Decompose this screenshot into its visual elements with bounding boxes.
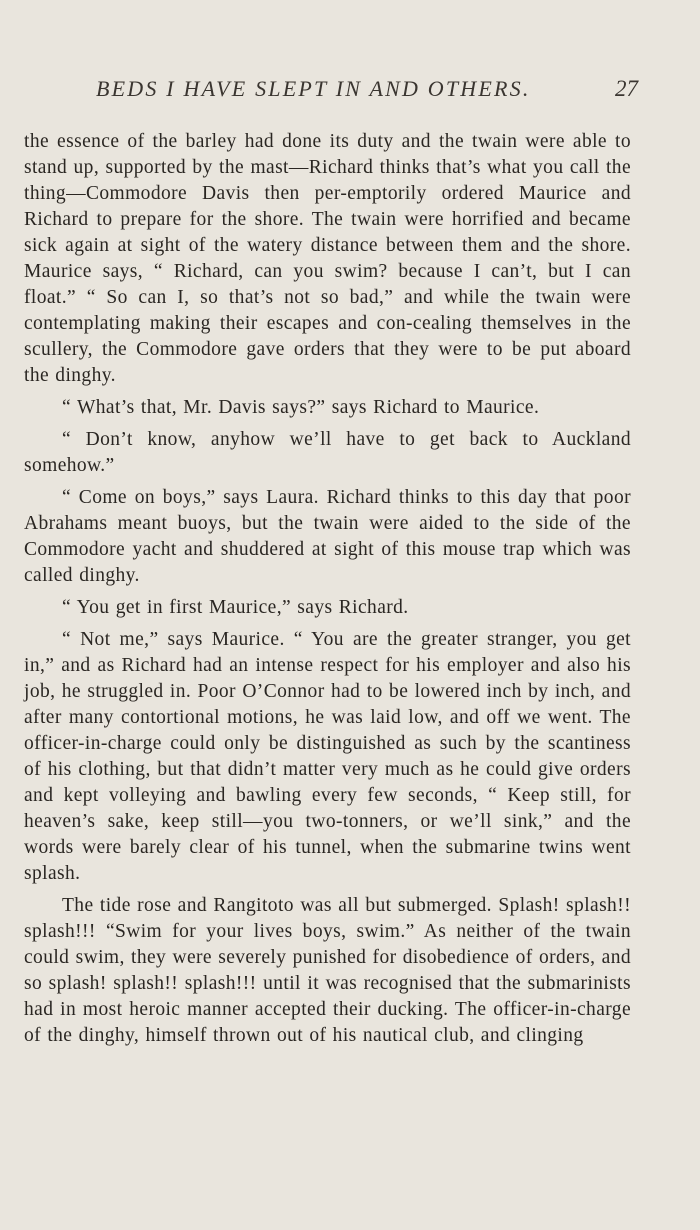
paragraph: “ You get in first Maurice,” says Richard. (62, 597, 409, 618)
paragraph: “ Don’t know, anyhow we’ll have to get back to Auckland somehow.” (24, 429, 631, 476)
paragraph: The tide rose and Rangitoto was all but submerged. Splash! splash!! splash!!! “Swim for your lives boys, swim.” As neither of the twain could swim, they were severely punished for disobedience of orders, and so splash! splash!! splash!!! until it was recognised that the submarinists had in most heroic manner accepted their ducking. The officer-in-charge of the dinghy, himself thrown out of his nautical club, and clinging (24, 895, 631, 1046)
paragraph: the essence of the barley had done its duty and the twain were able to stand up, supported by the mast—Richard thinks that’s what you call the thing—Commodore Davis then per-emptorily ordered Maurice and Richard to prepare for the shore. The twain were horrified and became sick again at sight of the watery distance between them and the shore. Maurice says, “ Richard, can you swim? because I can’t, but I can float.” “ So can I, so that’s not so bad,” and while the twain were contemplating making their escapes and con-cealing themselves in the scullery, the Commodore gave orders that they were to be put aboard the dinghy. (24, 131, 631, 386)
paragraph: “ What’s that, Mr. Davis says?” says Richard to Maurice. (62, 397, 540, 418)
running-title: BEDS I HAVE SLEPT IN AND OTHERS. (96, 76, 531, 101)
paragraph: “ Not me,” says Maurice. “ You are the greater stranger, you get in,” and as Richard had an intense respect for his employer and also his job, he struggled in. Poor O’Connor had to be lowered inch by inch, and after many contortional motions, he was laid low, and off we went. The officer-in-charge could only be distinguished as such by the scantiness of his clothing, but that didn’t matter very much as he could give orders and kept volleying and bawling every few seconds, “ Keep still, for heaven’s sake, keep still—you two-tonners, or we’ll sink,” and the words were barely clear of his tunnel, when the submarine twins went splash. (24, 629, 631, 884)
page-number: 27 (615, 76, 638, 101)
running-head (24, 76, 638, 108)
paragraph: “ Come on boys,” says Laura. Richard thinks to this day that poor Abrahams meant buoys, but the twain were aided to the side of the Commodore yacht and shuddered at sight of this mouse trap which was called dinghy. (24, 487, 631, 586)
body-text (24, 129, 631, 1055)
